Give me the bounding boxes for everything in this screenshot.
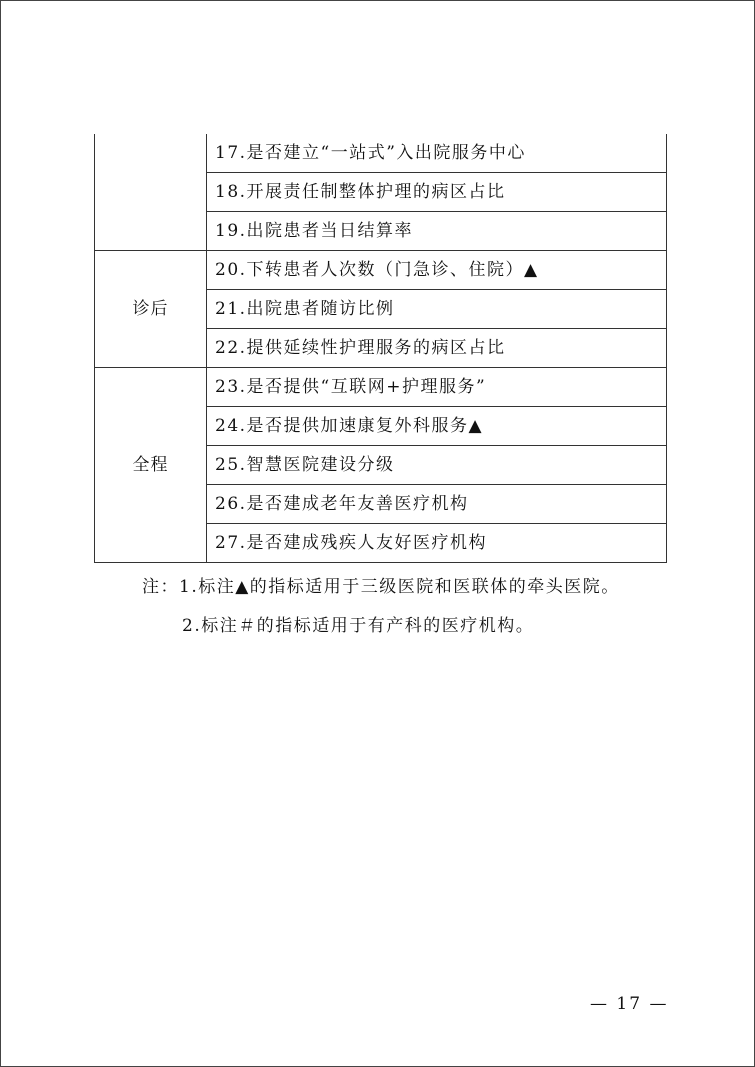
indicator-item: 26.是否建成老年友善医疗机构	[207, 485, 667, 524]
category-cell-whole-process: 全程	[95, 368, 207, 563]
indicator-table	[94, 134, 667, 563]
indicator-item: 18.开展责任制整体护理的病区占比	[207, 173, 667, 212]
indicator-item: 20.下转患者人次数（门急诊、住院）▲	[207, 251, 667, 290]
indicator-item: 25.智慧医院建设分级	[207, 446, 667, 485]
page-number: — 17 —	[590, 994, 669, 1014]
category-cell-post-visit: 诊后	[95, 251, 207, 368]
indicator-item: 22.提供延续性护理服务的病区占比	[207, 329, 667, 368]
indicator-item: 24.是否提供加速康复外科服务▲	[207, 407, 667, 446]
indicator-item: 21.出院患者随访比例	[207, 290, 667, 329]
indicator-item: 17.是否建立“一站式”入出院服务中心	[207, 134, 667, 173]
table-row	[95, 134, 667, 173]
indicator-item: 27.是否建成残疾人友好医疗机构	[207, 524, 667, 563]
category-cell	[95, 134, 207, 251]
note-line-2: 2.标注＃的指标适用于有产科的医疗机构。	[182, 616, 535, 636]
note-line-1: 注：1.标注▲的指标适用于三级医院和医联体的牵头医院。	[142, 577, 620, 597]
indicator-item: 19.出院患者当日结算率	[207, 212, 667, 251]
table-row	[95, 251, 667, 290]
indicator-item: 23.是否提供“互联网+护理服务”	[207, 368, 667, 407]
table-row	[95, 368, 667, 407]
